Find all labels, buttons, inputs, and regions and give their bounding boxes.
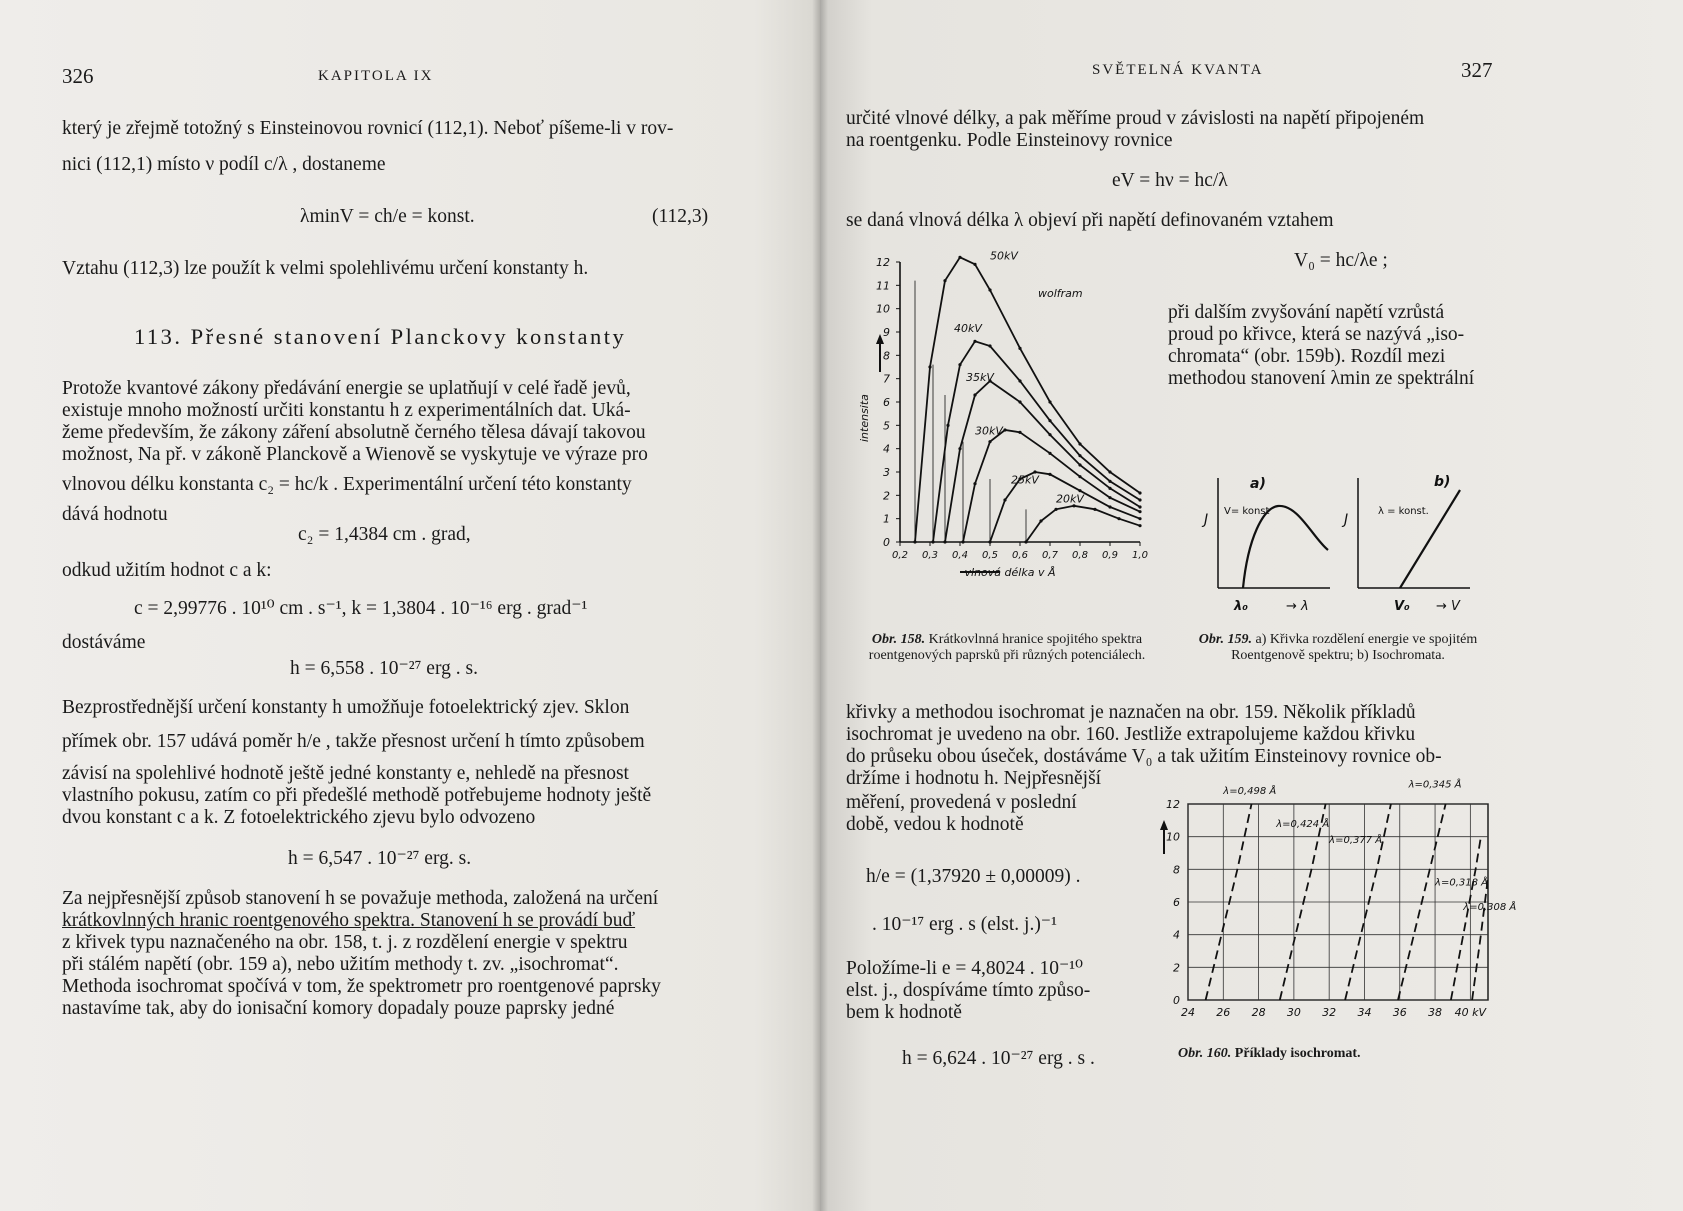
panel-b-line	[1400, 490, 1460, 588]
text-line: křivky a methodou isochromat je naznačen na obr. 159. Několik příkladů	[846, 702, 1416, 723]
curve-50kV	[915, 257, 1140, 542]
x-tick-label: 32	[1322, 1006, 1337, 1019]
text-line: žeme především, že zákony záření absolutně černého tělesa dávají takovou	[62, 422, 646, 443]
text-line: držíme i hodnotu h. Nejpřesnější	[846, 768, 1102, 789]
text-line: Položíme-li e = 4,8024 . 10⁻¹⁰	[846, 958, 1083, 979]
data-point	[1003, 428, 1006, 431]
text-line: bem k hodnotě	[846, 1002, 962, 1023]
y-tick-label: 10	[1166, 830, 1180, 844]
data-point	[1018, 431, 1021, 434]
text-line: dostáváme	[62, 632, 146, 653]
x-tick-label: 0,9	[1102, 550, 1118, 561]
equation: c₂ = 1,4384 cm . grad,	[298, 524, 471, 545]
text-line: na roentgenku. Podle Einsteinovy rovnice	[846, 130, 1173, 151]
data-point	[1138, 517, 1141, 520]
data-point	[1108, 496, 1111, 499]
y-tick-label: 12	[1166, 798, 1180, 811]
text-line: krátkovlnných hranic roentgenového spektra. Stanovení h se provádí buď	[62, 910, 636, 931]
section-title: 113. Přesné stanovení Planckovy konstanty	[134, 324, 627, 349]
series-label: 50kV	[990, 249, 1018, 263]
equation: eV = hν = hc/λ	[1112, 170, 1228, 191]
data-point	[973, 263, 976, 266]
x-tick-label: 0,5	[982, 550, 998, 561]
data-point	[988, 288, 991, 291]
y-tick-label: 10	[876, 302, 890, 316]
data-point	[1138, 524, 1141, 527]
series-label: λ=0,498 Å	[1223, 786, 1277, 798]
data-point	[1108, 480, 1111, 483]
series-label: λ=0,308 Å	[1463, 902, 1517, 914]
text-line: elst. j., dospíváme tímto způso-	[846, 980, 1091, 1001]
figure-158-caption	[848, 632, 1166, 664]
y-tick-label: 6	[1173, 896, 1180, 909]
text-line: přímek obr. 157 udává poměr h/e , takže přesnost určení h tímto způsobem	[62, 731, 645, 752]
data-point	[1003, 498, 1006, 501]
series-label: 20kV	[1056, 492, 1084, 506]
text-line: dvou konstant c a k. Z fotoelektrického zjevu bylo odvozeno	[62, 807, 536, 828]
text-line: měření, provedená v poslední	[846, 792, 1077, 813]
data-point	[1048, 419, 1051, 422]
text-line: Bezprostřednější určení konstanty h umožňuje fotoelektrický zjev. Sklon	[62, 697, 630, 718]
y-tick-label: 3	[883, 466, 890, 479]
x-tick-label: 0,2	[892, 550, 908, 561]
figure-160-caption	[1178, 1046, 1478, 1062]
series-label: 35kV	[966, 371, 994, 384]
panel-a-x-axis-label: → λ	[1286, 599, 1309, 614]
text-line: možnost, Na př. v zákoně Planckově a Wienově se vyskytuje ve výraze pro	[62, 444, 648, 465]
caption-text: Krátkovlnná hranice spojitého spektra roentgenových paprsků při různých potenciálech.	[868, 632, 1146, 663]
text-line: Vztahu (112,3) lze použít k velmi spolehlivému určení konstanty h.	[62, 258, 589, 279]
curve-40kV	[933, 341, 1140, 542]
curve-35kV	[945, 381, 1140, 542]
equation: V₀ = hc/λe ;	[1294, 250, 1388, 271]
figure-159	[1188, 468, 1488, 628]
text-line: Za nejpřesnější způsob stanovení h se považuje methoda, založená na určení	[62, 888, 659, 909]
page-number: 327	[1461, 58, 1493, 82]
text-line: nastavíme tak, aby do ionisační komory dopadaly pouze paprsky jedné	[62, 998, 615, 1019]
equation: h = 6,558 . 10⁻²⁷ erg . s.	[290, 658, 478, 679]
right-page	[820, 0, 1683, 1211]
y-tick-label: 0	[883, 536, 890, 549]
caption-text: a) Křivka rozdělení energie ve spojitém Roentgenově spektru; b) Isochromata.	[1231, 632, 1478, 663]
data-point	[973, 340, 976, 343]
series-label: 40kV	[954, 322, 982, 335]
data-point	[1048, 400, 1051, 403]
text-line: Protože kvantové zákony předávání energie se uplatňují v celé řadě jevů,	[62, 378, 631, 399]
y-tick-label: 0	[1173, 994, 1180, 1007]
text-line: chromata“ (obr. 159b). Rozdíl mezi	[1168, 346, 1446, 367]
data-point	[973, 393, 976, 396]
data-point	[1018, 379, 1021, 382]
x-tick-label: 38	[1428, 1006, 1443, 1019]
text-line: existuje mnoho možností určiti konstantu h z experimentálních dat. Uká-	[62, 400, 631, 421]
left-page	[0, 0, 820, 1211]
data-point	[1018, 400, 1021, 403]
y-tick-label: 5	[883, 419, 890, 433]
data-point	[1093, 508, 1096, 511]
caption-text: Příklady isochromat.	[1234, 1046, 1361, 1061]
data-point	[958, 363, 961, 366]
figure-160	[1116, 776, 1517, 1038]
text-line: dává hodnotu	[62, 504, 168, 525]
caption-label: Obr. 158.	[871, 632, 926, 647]
panel-b-curve-label: λ = konst.	[1378, 506, 1429, 517]
data-point	[1048, 433, 1051, 436]
text-line: nici (112,1) místo ν podíl c/λ , dostaneme	[62, 154, 386, 175]
data-point	[1078, 475, 1081, 478]
y-tick-label: 4	[1173, 928, 1180, 942]
page-number: 326	[62, 64, 94, 88]
text-line: který je zřejmě totožný s Einsteinovou rovnicí (112,1). Neboť píšeme-li v rov-	[62, 118, 674, 139]
text-line: určité vlnové délky, a pak měříme proud v závislosti na napětí připojeném	[846, 108, 1425, 129]
series-label: λ=0,318 Å	[1435, 877, 1489, 889]
x-tick-label: 34	[1357, 1006, 1372, 1019]
data-point	[1108, 505, 1111, 508]
x-tick-label: 0,6	[1012, 550, 1028, 561]
data-point	[1108, 470, 1111, 473]
panel-b-label: b)	[1434, 474, 1451, 490]
data-point	[1048, 473, 1051, 476]
data-point	[928, 365, 931, 368]
y-tick-label: 8	[1173, 863, 1180, 877]
equation: h = 6,547 . 10⁻²⁷ erg. s.	[288, 848, 472, 869]
y-tick-label: 2	[1173, 961, 1180, 975]
text-line: při dalším zvyšování napětí vzrůstá	[1168, 302, 1445, 323]
data-point	[958, 256, 961, 259]
book-gutter	[812, 0, 828, 1211]
series-label: λ=0,377 Å	[1329, 835, 1383, 847]
y-tick-label: 9	[883, 326, 890, 339]
isochromat-4	[1451, 837, 1481, 1000]
caption-label: Obr. 160.	[1178, 1046, 1232, 1061]
text-line: se daná vlnová délka λ objeví při napětí definovaném vztahem	[846, 210, 1334, 231]
text-line: Methoda isochromat spočívá v tom, že spektrometr pro roentgenové paprsky	[62, 976, 661, 997]
data-point	[943, 279, 946, 282]
panel-a-x-label: λ₀	[1234, 599, 1248, 614]
y-tick-label: 2	[883, 489, 890, 503]
equation: . 10⁻¹⁷ erg . s (elst. j.)⁻¹	[872, 914, 1057, 935]
figure-158	[846, 249, 1166, 624]
x-tick-label: 40 kV	[1454, 1006, 1487, 1019]
text-line: methodou stanovení λmin ze spektrální	[1168, 368, 1475, 389]
x-tick-label: 0,7	[1042, 550, 1058, 561]
x-tick-label: 30	[1286, 1006, 1301, 1019]
figure-159-caption	[1188, 632, 1488, 664]
data-point	[1108, 487, 1111, 490]
series-label: 30kV	[975, 424, 1003, 438]
x-tick-label: 28	[1251, 1006, 1266, 1019]
data-point	[1138, 491, 1141, 494]
data-point	[1138, 505, 1141, 508]
curve-30kV	[963, 430, 1140, 542]
panel-a-curve-label: V= konst	[1224, 506, 1270, 517]
data-point	[1018, 347, 1021, 350]
y-tick-label: 11	[876, 279, 890, 293]
text-line: vlastního pokusu, zatím co při předešlé methodě potřebujeme hodnoty ještě	[62, 785, 652, 806]
equation: c = 2,99776 . 10¹⁰ cm . s⁻¹, k = 1,3804 . 10⁻¹⁶ erg . grad⁻¹	[134, 598, 588, 619]
y-tick-label: 1	[883, 512, 890, 526]
text-line: isochromat je uvedeno na obr. 160. Jestliže extrapolujeme každou křivku	[846, 724, 1416, 745]
x-axis-label: vlnová délka v Å	[964, 566, 1056, 579]
x-tick-label: 0,4	[952, 550, 968, 561]
caption-label: Obr. 159.	[1198, 632, 1253, 647]
data-point	[988, 440, 991, 443]
panel-a-label: a)	[1250, 476, 1266, 492]
isochromat-5	[1472, 878, 1488, 1001]
y-tick-label: 4	[883, 442, 890, 456]
x-tick-label: 0,8	[1072, 550, 1088, 561]
x-tick-label: 36	[1392, 1006, 1407, 1019]
text-line: z křivek typu naznačeného na obr. 158, t. j. z rozdělení energie v spektru	[62, 932, 628, 953]
panel-b-y-label: J	[1344, 512, 1349, 528]
x-tick-label: 26	[1216, 1006, 1231, 1019]
text-line: době, vedou k hodnotě	[846, 814, 1024, 835]
panel-a-y-label: J	[1204, 512, 1209, 528]
text-line: odkud užitím hodnot c a k:	[62, 560, 272, 581]
x-tick-label: 24	[1181, 1006, 1195, 1019]
x-tick-label: 1,0	[1132, 550, 1148, 561]
equation: h/e = (1,37920 ± 0,00009) .	[866, 866, 1081, 887]
panel-b-x-axis-label: → V	[1436, 599, 1460, 614]
data-point	[1138, 510, 1141, 513]
data-point	[946, 424, 949, 427]
panel-b-x-label: V₀	[1394, 599, 1410, 614]
panel-a-curve	[1243, 506, 1328, 588]
data-point	[958, 447, 961, 450]
running-head: SVĚTELNÁ KVANTA	[1092, 62, 1264, 78]
x-tick-label: 0,3	[922, 550, 938, 561]
data-point	[1054, 508, 1057, 511]
y-tick-label: 6	[883, 396, 890, 409]
equation: λminV = ch/e = konst.	[300, 206, 475, 227]
equation-number: (112,3)	[652, 206, 709, 227]
material-label: wolfram	[1038, 287, 1083, 300]
series-label: λ=0,424 Å	[1276, 818, 1330, 830]
data-point	[973, 482, 976, 485]
data-point	[1117, 517, 1120, 520]
equation: h = 6,624 . 10⁻²⁷ erg . s .	[902, 1048, 1095, 1069]
text-line: závisí na spolehlivé hodnotě ještě jedné konstanty e, nehledě na přesnost	[62, 763, 629, 784]
text-line: proud po křivce, která se nazývá „iso-	[1168, 324, 1465, 345]
data-point	[988, 344, 991, 347]
series-label: λ=0,345 Å	[1408, 779, 1462, 791]
data-point	[1048, 452, 1051, 455]
y-tick-label: 8	[883, 349, 890, 363]
y-axis-label: intensita	[858, 394, 871, 442]
text-line: do průseku obou úseček, dostáváme V₀ a tak užitím Einsteinovy rovnice ob-	[846, 746, 1442, 767]
data-point	[1078, 463, 1081, 466]
series-label: 25kV	[1011, 473, 1039, 487]
running-head: KAPITOLA IX	[318, 68, 434, 84]
data-point	[1039, 519, 1042, 522]
y-tick-label: 12	[876, 256, 890, 269]
y-axis-arrowhead	[1160, 820, 1168, 830]
text-line: při stálém napětí (obr. 159 a), nebo užitím methody t. zv. „isochromat“.	[62, 954, 619, 975]
text-line: vlnovou délku konstanta c₂ = hc/k . Experimentální určení této konstanty	[62, 474, 632, 495]
data-point	[1078, 454, 1081, 457]
y-tick-label: 7	[883, 372, 890, 386]
data-point	[1078, 442, 1081, 445]
data-point	[1138, 498, 1141, 501]
